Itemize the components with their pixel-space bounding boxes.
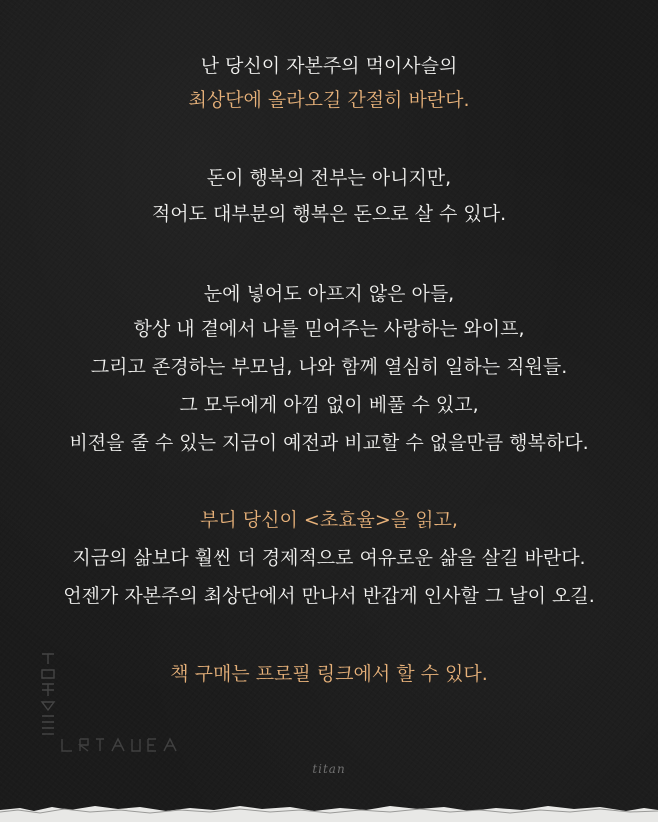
quote-line: 그 모두에게 아낌 없이 베풀 수 있고,	[179, 394, 479, 416]
quote-line: 비젼을 줄 수 있는 지금이 예전과 비교할 수 없을만큼 행복하다.	[69, 432, 589, 454]
quote-line: 눈에 넣어도 아프지 않은 아들,	[203, 283, 455, 305]
quote-line-highlight: 부디 당신이 <초효율>을 읽고,	[200, 509, 458, 531]
quote-line: 돈이 행복의 전부는 아니지만,	[206, 167, 452, 189]
quote-line: 적어도 대부분의 행복은 돈으로 살 수 있다.	[151, 203, 507, 225]
quote-line: 항상 내 곁에서 나를 믿어주는 사랑하는 와이프,	[133, 318, 525, 340]
watermark-horizontal-mark	[58, 733, 183, 757]
quote-line-highlight: 최상단에 올라오길 간절히 바란다.	[188, 89, 470, 111]
quote-line: 지금의 삶보다 훨씬 더 경제적으로 여유로운 삶을 살길 바란다.	[72, 547, 586, 569]
purchase-note: 책 구매는 프로필 링크에서 할 수 있다.	[170, 663, 488, 685]
signature: titan	[312, 762, 346, 776]
torn-paper-edge	[0, 792, 658, 822]
quote-line: 난 당신이 자본주의 먹이사슬의	[200, 55, 458, 77]
quote-line: 언젠가 자본주의 최상단에서 만나서 반갑게 인사할 그 날이 오길.	[63, 585, 595, 607]
quote-line: 그리고 존경하는 부모님, 나와 함께 열심히 일하는 직원들.	[90, 356, 568, 378]
